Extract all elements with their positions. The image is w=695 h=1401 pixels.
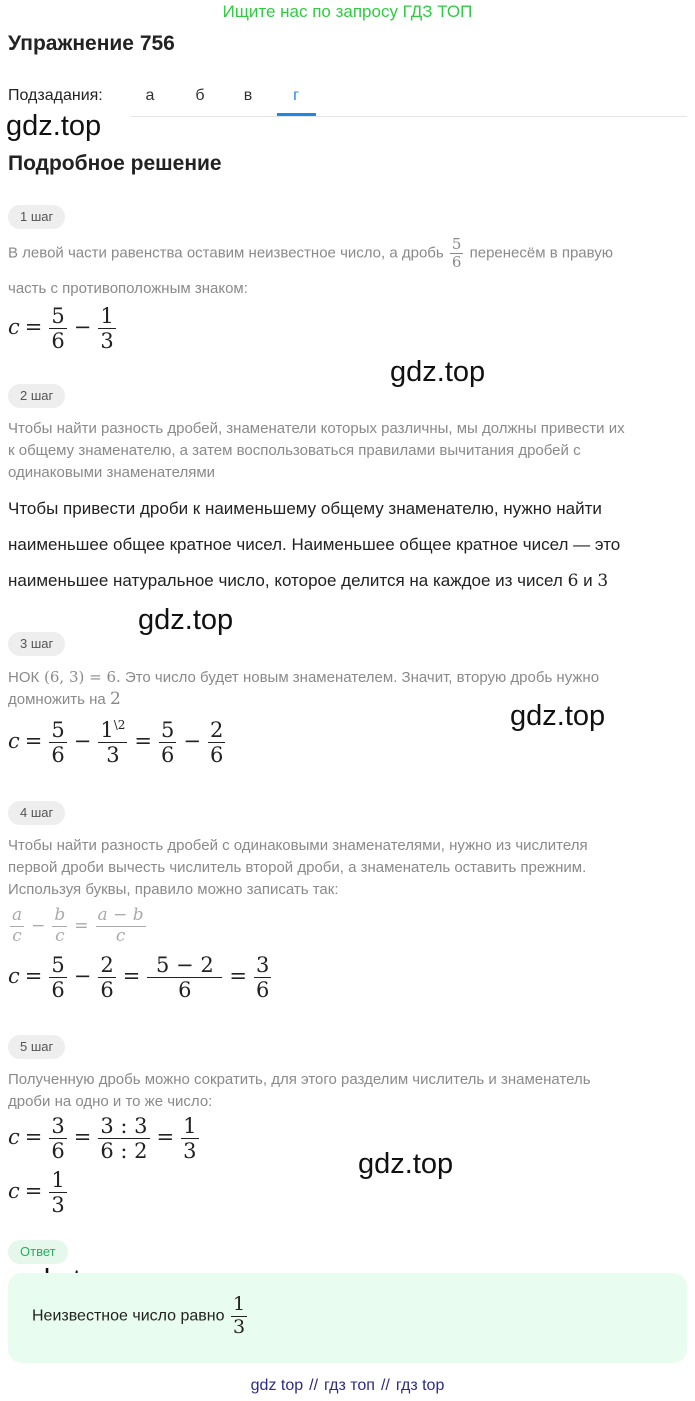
step-3-text-2: домножить на 2 [8, 689, 121, 709]
watermark: gdz.top [138, 604, 234, 636]
step-2-bold-1: Чтобы привести дроби к наименьшему общему знаменателю, нужно найти [8, 499, 602, 518]
tab-subtask-b[interactable]: б [195, 87, 205, 104]
footer-link[interactable]: гдз топ [324, 1377, 375, 1394]
tab-subtask-a[interactable]: а [145, 87, 155, 104]
step-badge-5: 5 шаг [8, 1035, 65, 1059]
subtasks-tabs [130, 78, 687, 117]
step-badge-1: 1 шаг [8, 205, 65, 229]
answer-text: Неизвестное число равно $\frac{1}{3}$ [32, 1293, 246, 1338]
watermark: gdz.top [510, 700, 606, 732]
step-1-text-2: часть с противоположным знаком: [8, 280, 248, 297]
step-4-text-3: Используя буквы, правило можно записать так: [8, 881, 339, 898]
tab-subtask-g[interactable]: г [293, 87, 299, 104]
equation-4: c = $\frac{5}{6}$ − $\frac{2}{6}$ = $\frac{5 - 2}{6}$ = $\frac{3}{6}$ [8, 953, 270, 1003]
subtasks-label: Подзадания: [8, 87, 103, 104]
step-badge-2: 2 шаг [8, 384, 65, 408]
watermark: gdz.top [390, 356, 486, 388]
step-badge-4: 4 шаг [8, 801, 65, 825]
page-title: Упражнение 756 [8, 32, 175, 55]
rule-formula: $\frac{a}{c}$ − $\frac{b}{c}$ = $\frac{a - b}{c}$ [12, 905, 144, 946]
step-1-text: В левой части равенства оставим неизвестное число, а дробь $\frac{5}{6}$ перенесём в правую [8, 235, 614, 272]
equation-1: c = $\frac{5}{6}$ − $\frac{1}{3}$ [8, 304, 114, 354]
equation-result: c = $\frac{1}{3}$ [8, 1168, 65, 1218]
solution-heading: Подробное решение [8, 152, 222, 175]
step-badge-3: 3 шаг [8, 632, 65, 656]
watermark: gdz.top [358, 1148, 454, 1180]
watermark: gdz.top [6, 110, 102, 142]
equation-3: c = $\frac{5}{6}$ − $\frac{1^{\backslash 2}}{3}$ = $\frac{5}{6}$ − $\frac{2}{6}$ [8, 718, 224, 768]
equation-5: c = $\frac{3}{6}$ = $\frac{3 : 3}{6 : 2}$ = $\frac{1}{3}$ [8, 1114, 197, 1164]
footer-link[interactable]: гдз top [395, 1377, 445, 1394]
step-2-text-2: к общему знаменателю, а затем воспользоваться правилами вычитания дробей с [8, 442, 581, 459]
answer-badge: Ответ [8, 1240, 68, 1264]
footer-links: gdz top // гдз топ // гдз top [250, 1377, 445, 1394]
promo-link[interactable]: Ищите нас по запросу ГДЗ ТОП [222, 2, 473, 21]
step-2-text-1: Чтобы найти разность дробей, знаменатели которых различны, мы должны привести их [8, 420, 625, 437]
step-4-text-1: Чтобы найти разность дробей с одинаковыми знаменателями, нужно из числителя [8, 837, 588, 854]
step-3-text-1: НОК (6, 3) = 6. Это число будет новым знаменателем. Значит, вторую дробь нужно [8, 668, 600, 686]
tab-subtask-v[interactable]: в [243, 87, 253, 104]
step-2-text-3: одинаковыми знаменателями [8, 464, 216, 481]
active-tab-indicator [277, 113, 316, 116]
step-5-text-2: дроби на одно и то же число: [8, 1093, 213, 1110]
footer-link[interactable]: gdz top [250, 1377, 304, 1394]
step-4-text-2: первой дроби вычесть числитель второй дроби, а знаменатель оставить прежним. [8, 859, 587, 876]
step-2-bold-3: наименьшее натуральное число, которое делится на каждое из чисел 6 и 3 [8, 571, 609, 591]
answer-fraction: $\frac{1}{3}$ [232, 1293, 246, 1338]
step-5-text-1: Полученную дробь можно сократить, для этого разделим числитель и знаменатель [8, 1071, 591, 1088]
fraction-5-6: $\frac{5}{6}$ [451, 235, 462, 272]
step-2-bold-2: наименьшее общее кратное чисел. Наименьшее общее кратное чисел — это [8, 535, 621, 554]
